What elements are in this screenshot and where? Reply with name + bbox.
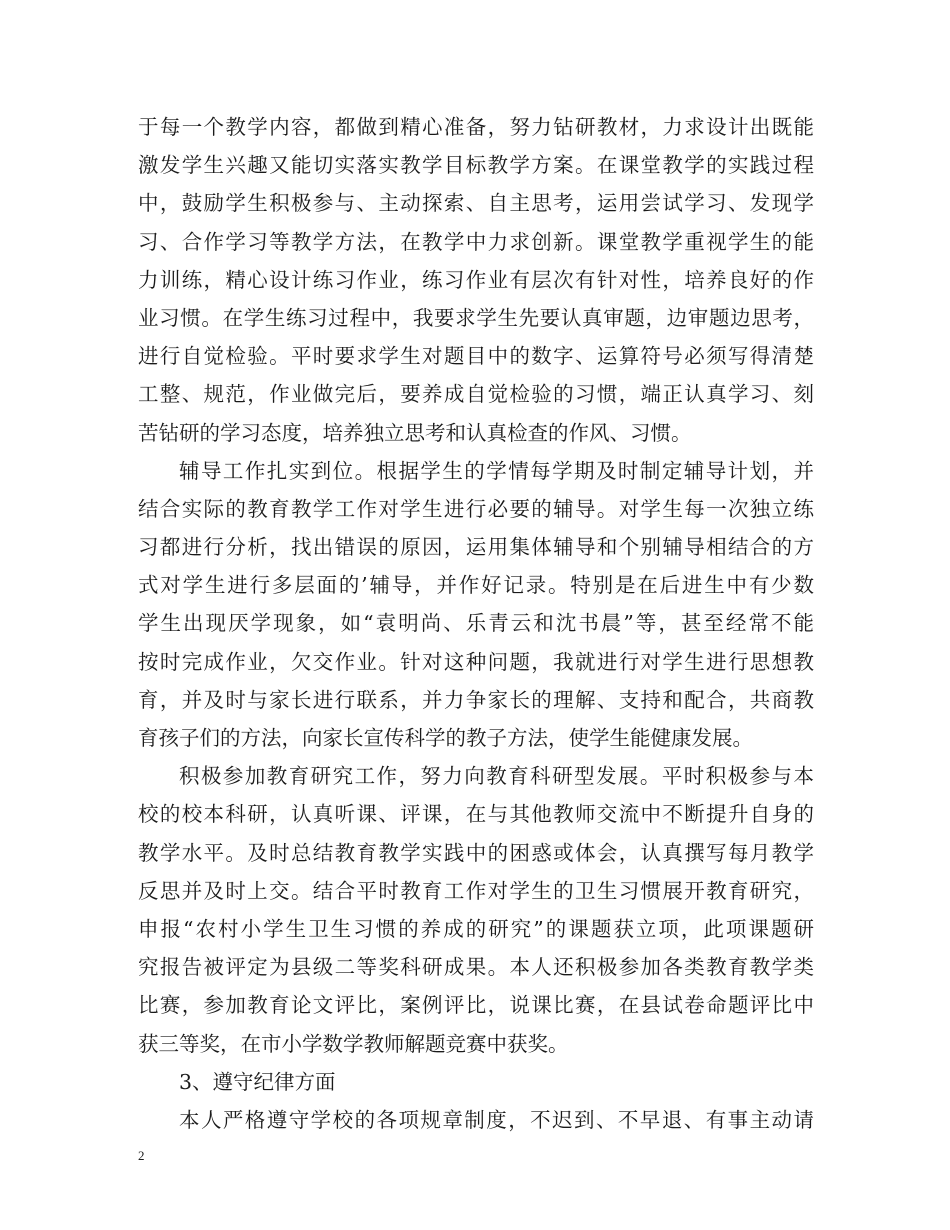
- paragraph: [138, 1063, 814, 1101]
- text-line: 习都进行分析，找出错误的原因，运用集体辅导和个别辅导相结合的方: [138, 535, 814, 560]
- text-line: 究报告被评定为县级二等奖科研成果。本人还积极参加各类教育教学类: [138, 955, 814, 980]
- text-line: 育孩子们的方法，向家长宣传科学的教子方法，使学生能健康发展。: [138, 726, 753, 750]
- text-line: 学生出现厌学现象，如“袁明尚、乐青云和沈书晨”等，甚至经常不能: [138, 611, 814, 636]
- paragraph: [138, 452, 814, 758]
- text-line: 激发学生兴趣又能切实落实教学目标教学方案。在课堂教学的实践过程: [138, 153, 814, 178]
- paragraph: [138, 757, 814, 1063]
- text-line: 育，并及时与家长进行联系，并力争家长的理解、支持和配合，共商教: [138, 687, 814, 712]
- text-line: 反思并及时上交。结合平时教育工作对学生的卫生习惯展开教育研究，: [138, 878, 814, 903]
- text-line: 业习惯。在学生练习过程中，我要求学生先要认真审题，边审题边思考，: [138, 305, 814, 330]
- document-body: [138, 108, 814, 1139]
- text-line: 3、遵守纪律方面: [179, 1069, 336, 1094]
- text-line: 积极参加教育研究工作，努力向教育科研型发展。平时积极参与本: [179, 764, 814, 789]
- text-line: 辅导工作扎实到位。根据学生的学情每学期及时制定辅导计划，并: [179, 458, 814, 483]
- text-line: 工整、规范，作业做完后，要养成自觉检验的习惯，端正认真学习、刻: [138, 382, 814, 407]
- text-line: 按时完成作业，欠交作业。针对这种问题，我就进行对学生进行思想教: [138, 649, 814, 674]
- page-number: 2: [138, 1148, 145, 1163]
- text-line: 式对学生进行多层面的’辅导，并作好记录。特别是在后进生中有少数: [138, 573, 814, 598]
- text-line: 校的校本科研，认真听课、评课，在与其他教师交流中不断提升自身的: [138, 802, 814, 827]
- paragraph: [138, 1101, 814, 1139]
- text-line: 教学水平。及时总结教育教学实践中的困惑或体会，认真撰写每月教学: [138, 840, 814, 865]
- text-line: 习、合作学习等教学方法，在教学中力求创新。课堂教学重视学生的能: [138, 229, 814, 254]
- text-line: 苦钻研的学习态度，培养独立思考和认真检查的作风、习惯。: [138, 420, 692, 445]
- text-line: 比赛，参加教育论文评比，案例评比，说课比赛，在县试卷命题评比中: [138, 993, 814, 1018]
- text-line: 于每一个教学内容，都做到精心准备，努力钻研教材，力求设计出既能: [138, 115, 814, 139]
- text-line: 进行自觉检验。平时要求学生对题目中的数字、运算符号必须写得清楚: [138, 344, 814, 369]
- text-line: 获三等奖，在市小学数学教师解题竞赛中获奖。: [138, 1031, 569, 1056]
- text-line: 中，鼓励学生积极参与、主动探索、自主思考，运用尝试学习、发现学: [138, 191, 814, 216]
- paragraph: [138, 108, 814, 452]
- text-line: 力训练，精心设计练习作业，练习作业有层次有针对性，培养良好的作: [138, 267, 814, 292]
- text-line: 申报“农村小学生卫生习惯的养成的研究”的课题获立项，此项课题研: [138, 916, 814, 941]
- text-line: 结合实际的教育教学工作对学生进行必要的辅导。对学生每一次独立练: [138, 496, 814, 521]
- text-line: 本人严格遵守学校的各项规章制度，不迟到、不早退、有事主动请: [179, 1107, 814, 1132]
